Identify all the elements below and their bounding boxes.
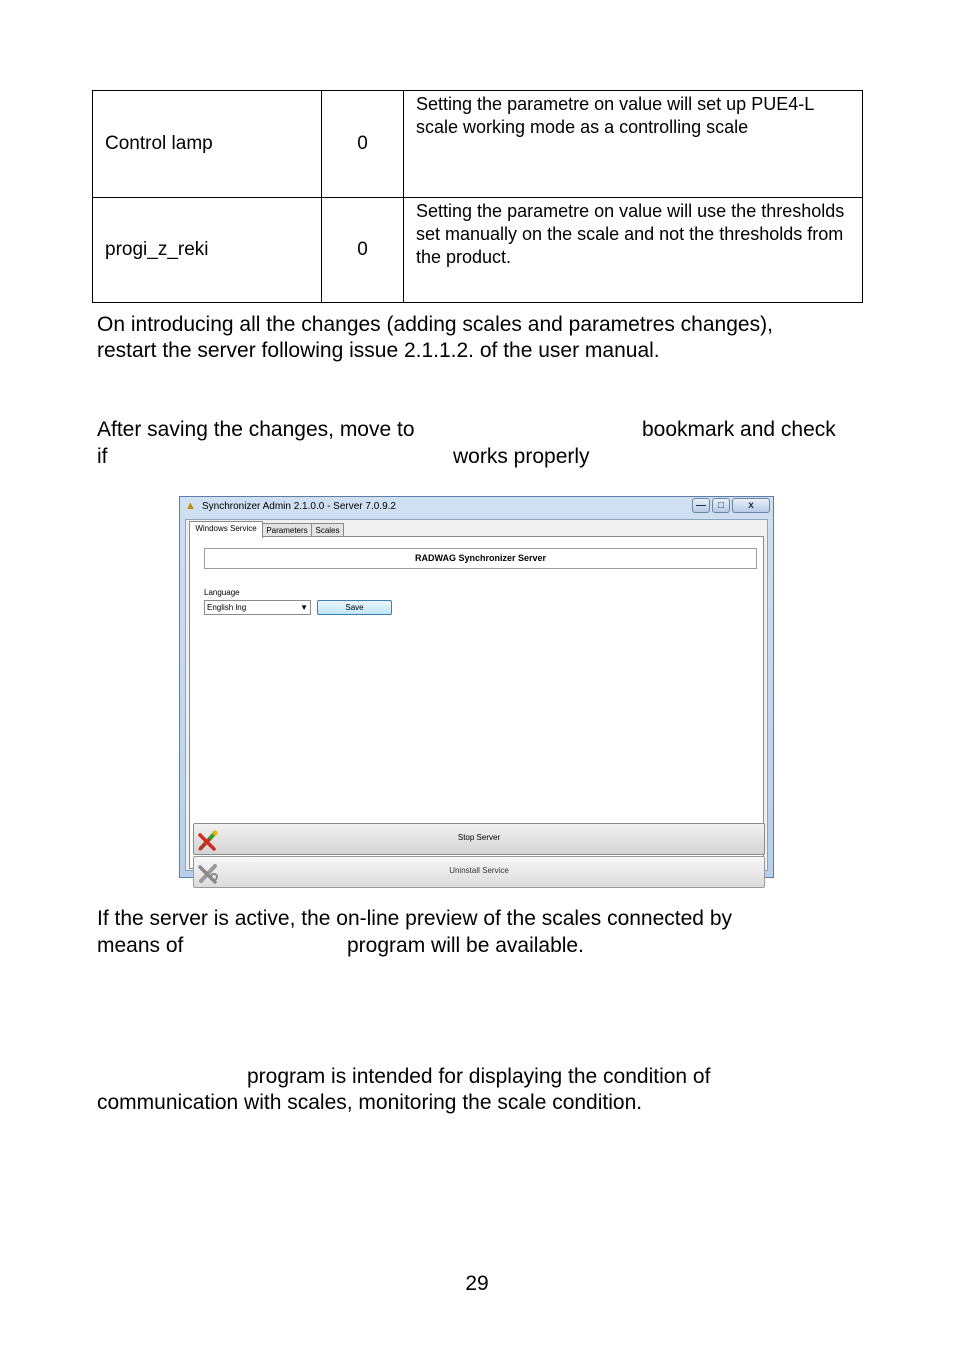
language-label: Language	[204, 588, 240, 597]
window-title: Synchronizer Admin 2.1.0.0 - Server 7.0.9.2	[202, 501, 396, 512]
table-row	[93, 91, 863, 198]
program-text: program is intended for displaying the condition of	[247, 1065, 711, 1088]
after-saving-text: if	[97, 445, 108, 468]
save-button[interactable]: Save	[317, 600, 392, 615]
stop-server-label: Stop Server	[457, 833, 501, 842]
after-saving-text: After saving the changes, move to	[97, 418, 415, 441]
window-client-area	[185, 519, 768, 875]
language-select[interactable]	[204, 600, 311, 615]
server-active-line1: If the server is active, the on-line preview of the scales connected by	[97, 907, 732, 930]
tab-scales[interactable]: Scales	[311, 523, 344, 537]
maximize-button[interactable]: □	[712, 498, 730, 513]
program-text-line2: communication with scales, monitoring the scale condition.	[97, 1091, 643, 1114]
table-row	[93, 198, 863, 303]
parameter-value: 0	[322, 91, 404, 198]
after-saving-text: works properly	[453, 445, 590, 468]
stop-server-button[interactable]	[193, 823, 765, 855]
parameter-name: progi_z_reki	[93, 198, 322, 303]
parameter-name: Control lamp	[93, 91, 322, 198]
title-bar	[180, 497, 773, 518]
parameter-description: Setting the parametre on value will use the thresholds set manually on the scale and not the thresholds from the product.	[404, 198, 863, 303]
parameter-table	[92, 90, 863, 303]
app-icon: ▲	[185, 500, 196, 512]
restart-paragraph-line1: On introducing all the changes (adding scales and parametres changes),	[97, 313, 773, 336]
restart-paragraph-line2: restart the server following issue 2.1.1.2. of the user manual.	[97, 339, 660, 362]
language-value: English lng	[207, 603, 247, 612]
synchronizer-admin-window	[179, 496, 774, 878]
parameter-description: Setting the parametre on value will set up PUE4-L scale working mode as a controlling scale	[404, 91, 863, 198]
server-active-text: means of	[97, 934, 184, 957]
tab-parameters[interactable]: Parameters	[262, 523, 312, 537]
tab-windows-service[interactable]: Windows Service	[189, 521, 263, 538]
uninstall-service-label: Uninstall Service	[449, 866, 509, 875]
server-banner: RADWAG Synchronizer Server	[204, 548, 757, 569]
page-number: 29	[465, 1272, 489, 1295]
minimize-button[interactable]: —	[692, 498, 710, 513]
chevron-down-icon: ▼	[300, 603, 308, 612]
after-saving-text: bookmark and check	[642, 418, 836, 441]
close-button[interactable]: x	[732, 498, 770, 513]
windows-service-panel	[189, 536, 764, 875]
parameter-value: 0	[322, 198, 404, 303]
uninstall-service-button[interactable]	[193, 856, 765, 888]
server-active-text: program will be available.	[347, 934, 584, 957]
